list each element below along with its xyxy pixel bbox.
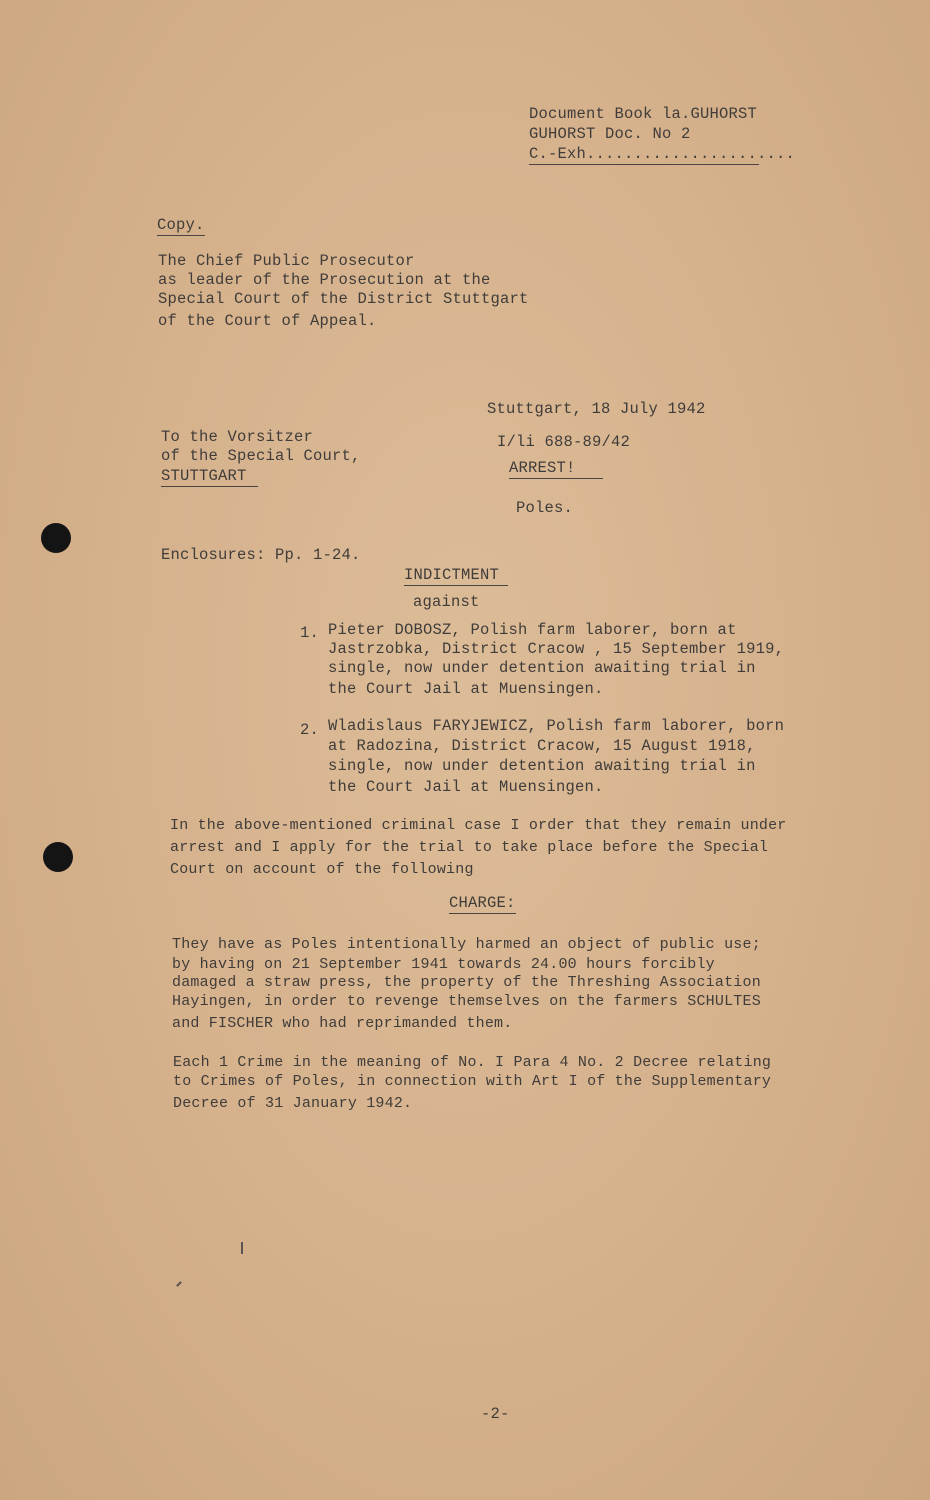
order-line: Court on account of the following: [170, 861, 474, 878]
charge-title: CHARGE:: [449, 894, 516, 912]
crime-line: to Crimes of Poles, in connection with Art I of the Supplementary: [173, 1073, 772, 1090]
document-number: GUHORST Doc. No 2: [529, 125, 691, 143]
enclosures-label: Enclosures: Pp. 1-24.: [161, 546, 361, 564]
defendant-line: single, now under detention awaiting trial in: [328, 659, 756, 677]
crime-line: Each 1 Crime in the meaning of No. I Para 4 No. 2 Decree relating: [173, 1054, 772, 1071]
charge-line: They have as Poles intentionally harmed an object of public use;: [172, 936, 761, 953]
crime-line: Decree of 31 January 1942.: [173, 1095, 413, 1112]
page-number: -2-: [481, 1405, 510, 1423]
document-book-label: Document Book la.GUHORST: [529, 105, 758, 123]
defendant-line: the Court Jail at Muensingen.: [328, 680, 604, 698]
order-line: arrest and I apply for the trial to take place before the Special: [170, 839, 769, 856]
punch-hole-top: [41, 523, 71, 553]
punch-hole-bottom: [43, 842, 73, 872]
charge-line: by having on 21 September 1941 towards 24.00 hours forcibly: [172, 956, 715, 973]
place-date: Stuttgart, 18 July 1942: [487, 400, 706, 418]
defendant-number: 1.: [300, 624, 320, 642]
sender-line: Special Court of the District Stuttgart: [158, 290, 529, 308]
sender-line: of the Court of Appeal.: [158, 312, 377, 330]
defendant-line: Wladislaus FARYJEWICZ, Polish farm laborer, born: [328, 717, 785, 735]
defendant-number: 2.: [300, 721, 320, 739]
defendant-line: single, now under detention awaiting trial in: [328, 757, 756, 775]
file-number: I/li 688-89/42: [497, 433, 631, 451]
arrest-label: ARREST!: [509, 458, 603, 479]
indictment-title: INDICTMENT: [404, 565, 508, 586]
recipient-line: To the Vorsitzer: [161, 428, 314, 446]
sender-line: as leader of the Prosecution at the: [158, 271, 491, 289]
defendant-line: at Radozina, District Cracow, 15 August 1918,: [328, 737, 756, 755]
sender-line: The Chief Public Prosecutor: [158, 252, 415, 270]
category-label: Poles.: [516, 499, 574, 517]
recipient-city: STUTTGART: [161, 466, 258, 487]
charge-line: Hayingen, in order to revenge themselves on the farmers SCHULTES: [172, 993, 761, 1010]
defendant-line: Pieter DOBOSZ, Polish farm laborer, born at: [328, 621, 737, 639]
charge-line: damaged a straw press, the property of the Threshing Association: [172, 974, 761, 991]
charge-line: and FISCHER who had reprimanded them.: [172, 1015, 513, 1032]
exhibit-label: C.-Exh......................: [529, 145, 796, 163]
copy-label: Copy.: [157, 216, 205, 234]
against-label: against: [413, 593, 480, 611]
order-line: In the above-mentioned criminal case I order that they remain under: [170, 817, 787, 834]
stray-mark: [241, 1242, 243, 1254]
stray-mark: [176, 1281, 182, 1287]
defendant-line: Jastrzobka, District Cracow , 15 September 1919,: [328, 640, 785, 658]
recipient-line: of the Special Court,: [161, 447, 361, 465]
defendant-line: the Court Jail at Muensingen.: [328, 778, 604, 796]
